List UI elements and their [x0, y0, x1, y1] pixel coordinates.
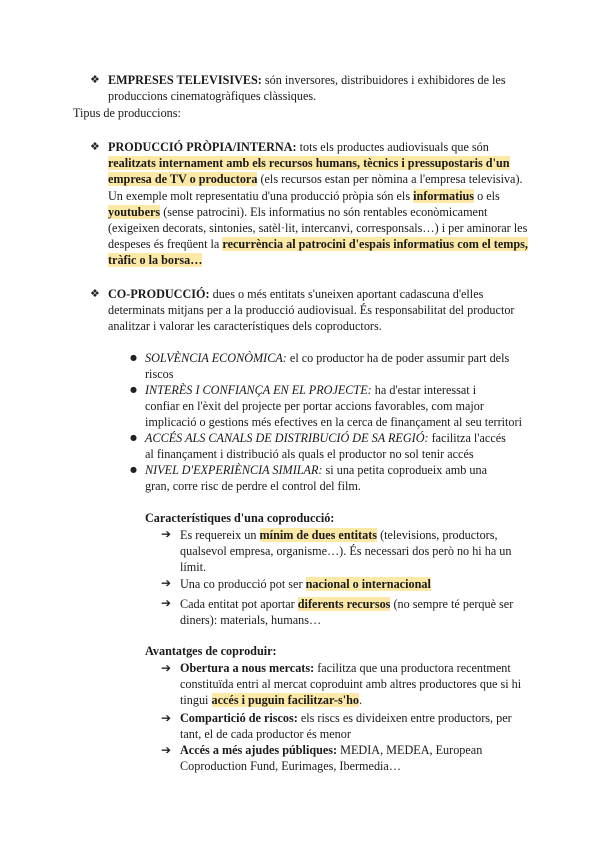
round-bullet-icon: ●: [130, 385, 137, 394]
arrow-bullet-icon: ➔: [161, 711, 172, 725]
arrow-bullet-icon: ➔: [161, 596, 172, 610]
arrow-bullet-icon: ➔: [161, 661, 172, 675]
empreses-label: EMPRESES TELEVISIVES:: [108, 73, 262, 87]
caracteristica-item-2: Una co producció pot ser nacional o internacional: [180, 577, 431, 591]
arrow-bullet-icon: ➔: [161, 743, 172, 757]
avantatge-item-1: Obertura a nous mercats: facilitza que una productora recentment constituïda entri al mercat coproduint amb altres productores que si hi tingui accés i puguin facilitzar-s'ho.: [180, 661, 522, 708]
avantatge-item-3: Accés a més ajudes públiques: MEDIA, MEDEA, European Coproduction Fund, Eurimages, Ibermedia…: [180, 743, 483, 774]
criteria-item-solvencia: SOLVÈNCIA ECONÒMICA: el co productor ha de poder assumir part dels riscos: [145, 351, 510, 382]
avantatge-item-2: Compartició de riscos: els riscs es divideixen entre productors, per tant, el de cada productor és menor: [180, 711, 512, 742]
tipus-produccions-heading: Tipus de produccions:: [73, 106, 181, 120]
criteria-item-acces: ACCÉS ALS CANALS DE DISTRIBUCIÓ DE SA REGIÓ: facilitza l'accés al finançament i distribució als quals el productor no sol tenir accés: [145, 431, 506, 462]
caracteristiques-heading: Característiques d'una coproducció:: [145, 511, 335, 525]
round-bullet-icon: ●: [130, 465, 137, 474]
arrow-bullet-icon: ➔: [161, 527, 172, 541]
caracteristica-item-1: Es requereix un mínim de dues entitats (televisions, productors, qualsevol empresa, organisme…). És necessari dos però no hi ha un límit.: [180, 528, 512, 575]
avantatges-heading: Avantatges de coproduir:: [145, 644, 277, 658]
produccio-propia-item: PRODUCCIÓ PRÒPIA/INTERNA: tots els productes audiovisuals que són realitzats internament amb els recursos humans, tècnics i pressupostaris d'un empresa de TV o productora (els recursos estan per nòmina a l'empresa televisiva). Un exemple molt representatiu d'una producció pròpia són els informatius o els youtubers (sense patrocini). Els informatius no són rentables econòmicament (exigeixen decorats, sintonies, satèl·lit, intercanvi, corresponsals…) i per aminorar les despeses és freqüent la recurrència al patrocini d'espais informatius com el temps, tràfic o la borsa…: [108, 140, 528, 268]
diamond-bullet-icon: ❖: [90, 73, 100, 86]
round-bullet-icon: ●: [130, 433, 137, 442]
round-bullet-icon: ●: [130, 353, 137, 362]
caracteristica-item-3: Cada entitat pot aportar diferents recursos (no sempre té perquè ser diners): materials, humans…: [180, 597, 514, 628]
diamond-bullet-icon: ❖: [90, 287, 100, 300]
empreses-televisives-item: EMPRESES TELEVISIVES: són inversores, distribuidores i exhibidores de les produccions cinematogràfiques clàssiques.: [108, 73, 506, 104]
arrow-bullet-icon: ➔: [161, 576, 172, 590]
co-produccio-item: CO-PRODUCCIÓ: dues o més entitats s'uneixen aportant cadascuna d'elles determinats mitjans per a la producció audiovisual. És responsabilitat del productor analitzar i valorar les característiques dels coproductors.: [108, 287, 515, 334]
criteria-item-interes: INTERÈS I CONFIANÇA EN EL PROJECTE: ha d'estar interessat i confiar en l'èxit del projecte per portar accions favorables, com major implicació o gestions més efectives en la cerca de finançament al seu territori: [145, 383, 522, 430]
criteria-item-experiencia: NIVEL D'EXPERIÈNCIA SIMILAR: si una petita coprodueix amb una gran, corre risc de perdre el control del film.: [145, 463, 487, 494]
diamond-bullet-icon: ❖: [90, 140, 100, 153]
